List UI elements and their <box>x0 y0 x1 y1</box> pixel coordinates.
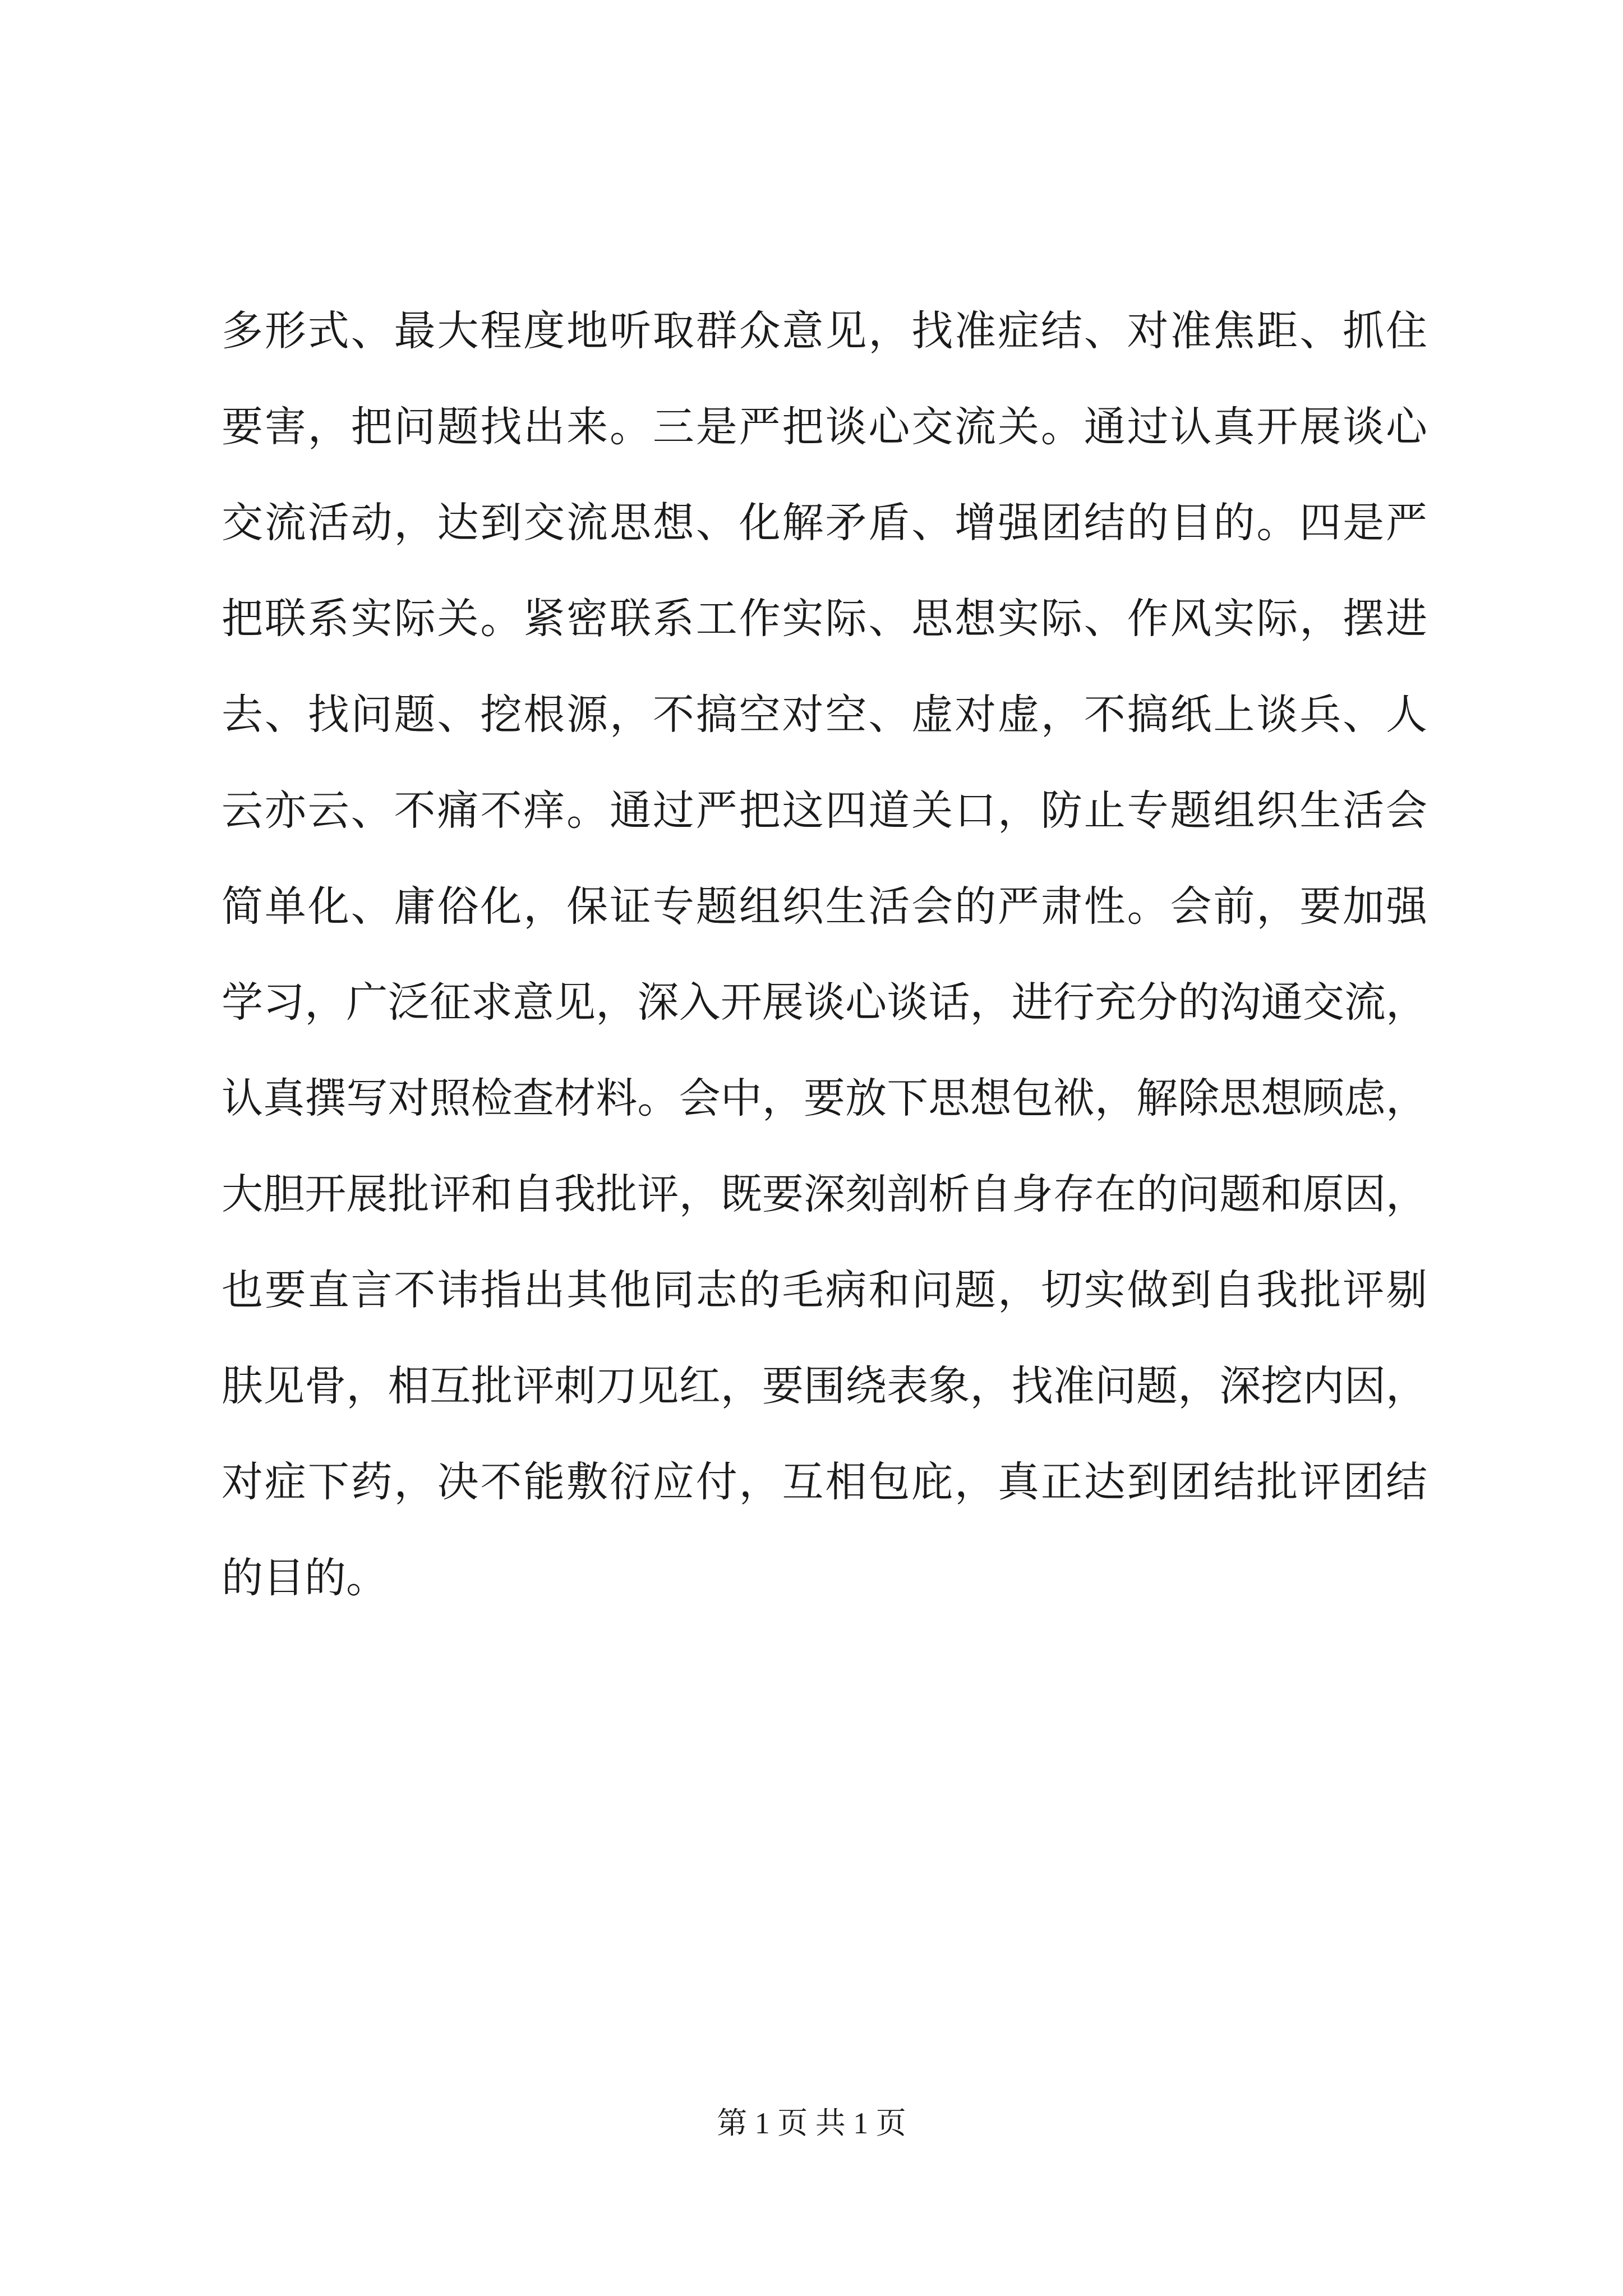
text-line: 多形式、最大程度地听取群众意见，找准症结、对准焦距、抓住 <box>222 307 1427 355</box>
text-line: 也要直言不讳指出其他同志的毛病和问题，切实做到自我批评剔 <box>222 1266 1427 1314</box>
page-number-footer: 第 1 页 共 1 页 <box>717 2106 906 2140</box>
text-line: 交流活动，达到交流思想、化解矛盾、增强团结的目的。四是严 <box>222 499 1427 547</box>
text-line: 大胆开展批评和自我批评，既要深刻剖析自身存在的问题和原因， <box>222 1170 1427 1218</box>
text-line: 认真撰写对照检查材料。会中，要放下思想包袱，解除思想顾虑， <box>222 1074 1427 1122</box>
text-line: 去、找问题、挖根源，不搞空对空、虚对虚，不搞纸上谈兵、人 <box>222 691 1427 739</box>
text-line: 把联系实际关。紧密联系工作实际、思想实际、作风实际，摆进 <box>222 595 1427 643</box>
text-line: 简单化、庸俗化，保证专题组织生活会的严肃性。会前，要加强 <box>222 882 1427 931</box>
text-line: 学习，广泛征求意见，深入开展谈心谈话，进行充分的沟通交流， <box>222 978 1427 1027</box>
text-line: 云亦云、不痛不痒。通过严把这四道关口，防止专题组织生活会 <box>222 786 1427 835</box>
text-line: 的目的。 <box>222 1554 388 1602</box>
text-line: 肤见骨，相互批评刺刀见红，要围绕表象，找准问题，深挖内因， <box>222 1362 1427 1410</box>
text-line: 要害，把问题找出来。三是严把谈心交流关。通过认真开展谈心 <box>222 403 1427 451</box>
text-line: 对症下药，决不能敷衍应付，互相包庇，真正达到团结批评团结 <box>222 1458 1427 1506</box>
